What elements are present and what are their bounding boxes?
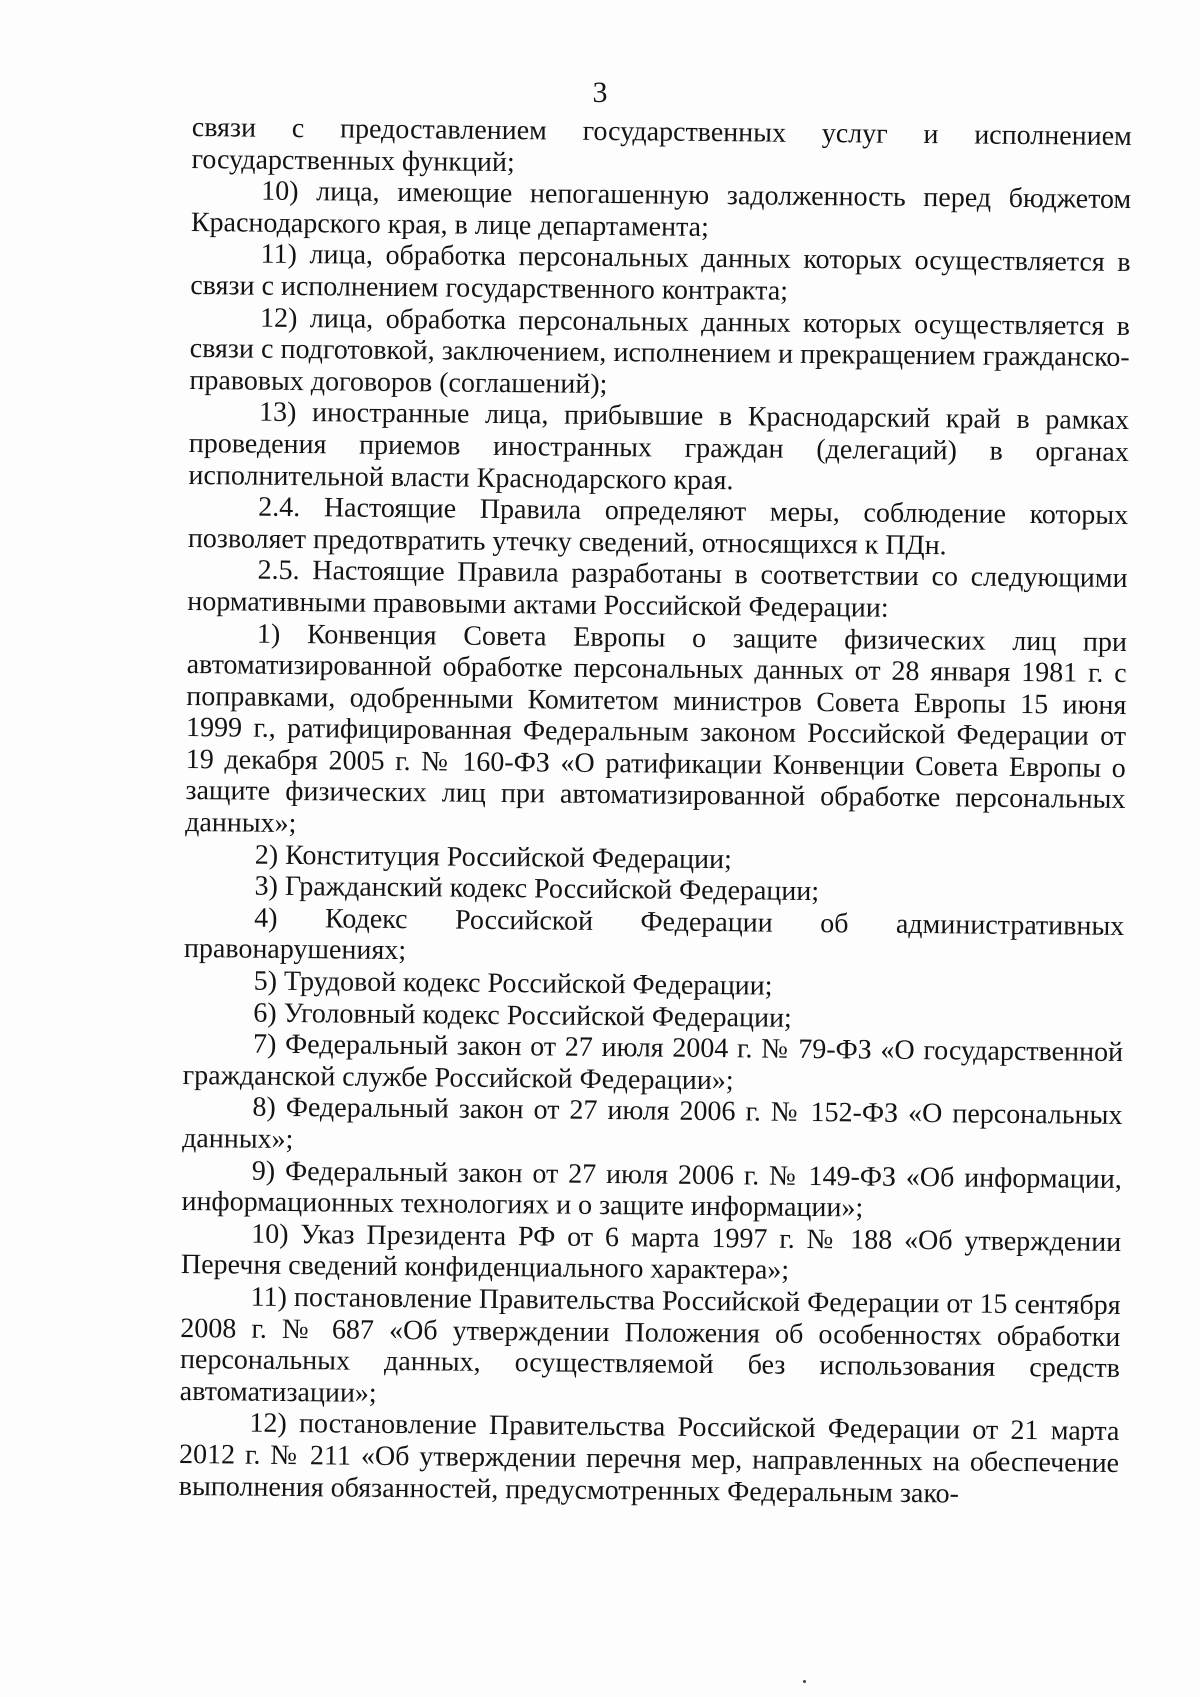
act-item-9-information-law: 9) Федеральный закон от 27 июля 2006 г. № 149-ФЗ «Об информации, информационных технологиях и о защите информации»;: [181, 1155, 1122, 1224]
act-item-7-civil-service-law: 7) Федеральный закон от 27 июля 2004 г. № 79-ФЗ «О государственной гражданской службе Российской Федерации»;: [182, 1028, 1124, 1097]
list-item-13-foreigners: 13) иностранные лица, прибывшие в Краснодарский край в рамках проведения приемов иностранных граждан (делегаций) в органах исполнительной власти Краснодарского края.: [188, 397, 1130, 496]
scan-speck: [803, 1680, 806, 1683]
act-item-6-criminal-code: 6) Уголовный кодекс Российской Федерации;: [253, 997, 792, 1034]
act-item-2-constitution: 2) Конституция Российской Федерации;: [254, 839, 732, 875]
list-item-12-civil-contracts: 12) лица, обработка персональных данных которых осуществляется в связи с подготовкой, заключением, исполнением и прекращением гражданско-правовых договоров (соглашений);: [189, 302, 1131, 400]
act-item-11-resolution-687: 11) постановление Правительства Российской Федерации от 15 сентября 2008 г. № 687 «Об утверждении Положения об особенностях обработки персональных данных, осуществляемой без использования средств автоматизации»;: [179, 1281, 1121, 1409]
act-item-3-civil-code: 3) Гражданский кодекс Российской Федерации;: [254, 870, 820, 908]
page-number: 3: [592, 76, 608, 109]
list-item-10-debtors: 10) лица, имеющие непогашенную задолженность перед бюджетом Краснодарского края, в лице департамента;: [190, 175, 1132, 243]
act-item-4-admin-code: 4) Кодекс Российской Федерации об административных правонарушениях;: [183, 902, 1125, 967]
act-item-5-labor-code: 5) Трудовой кодекс Российской Федерации;: [253, 965, 773, 1002]
act-item-12-resolution-211: 12) постановление Правительства Российской Федерации от 21 марта 2012 г. № 211 «Об утверждении перечня мер, направленных на обеспечение выполнения обязанностей, предусмотренных Федеральным зако-: [178, 1407, 1120, 1509]
section-2-5: 2.5. Настоящие Правила разработаны в соответствии со следующими нормативными правовыми актами Российской Федерации:: [187, 554, 1128, 624]
act-item-8-personal-data-law: 8) Федеральный закон от 27 июля 2006 г. № 152-ФЗ «О персональных данных»;: [181, 1092, 1123, 1156]
list-item-11-contract: 11) лица, обработка персональных данных которых осуществляется в связи с исполнением государственного контракта;: [190, 239, 1131, 307]
act-item-10-presidential-decree: 10) Указ Президента РФ от 6 марта 1997 г. № 188 «Об утверждении Перечня сведений конфиденциального характера»;: [180, 1218, 1122, 1287]
paragraph-continuation: связи с предоставлением государственных услуг и исполнением государственных функций;: [191, 112, 1132, 178]
section-2-4: 2.4. Настоящие Правила определяют меры, соблюдение которых позволяет предотвратить утечку сведений, относящихся к ПДн.: [187, 491, 1129, 561]
document-body: [179, 112, 1132, 1511]
act-item-1-convention: 1) Конвенция Совета Европы о защите физических лиц при автоматизированной обработке персональных данных от 28 января 1981 г. с поправками, одобренными Комитетом министров Совета Европы 15 июня 1999 г., ратифицированная Федеральным законом Российской Федерации от 19 декабря 2005 г. № 160-ФЗ «О ратификации Конвенции Совета Европы о защите физических лиц при автоматизированной обработке персональных данных»;: [185, 618, 1128, 840]
